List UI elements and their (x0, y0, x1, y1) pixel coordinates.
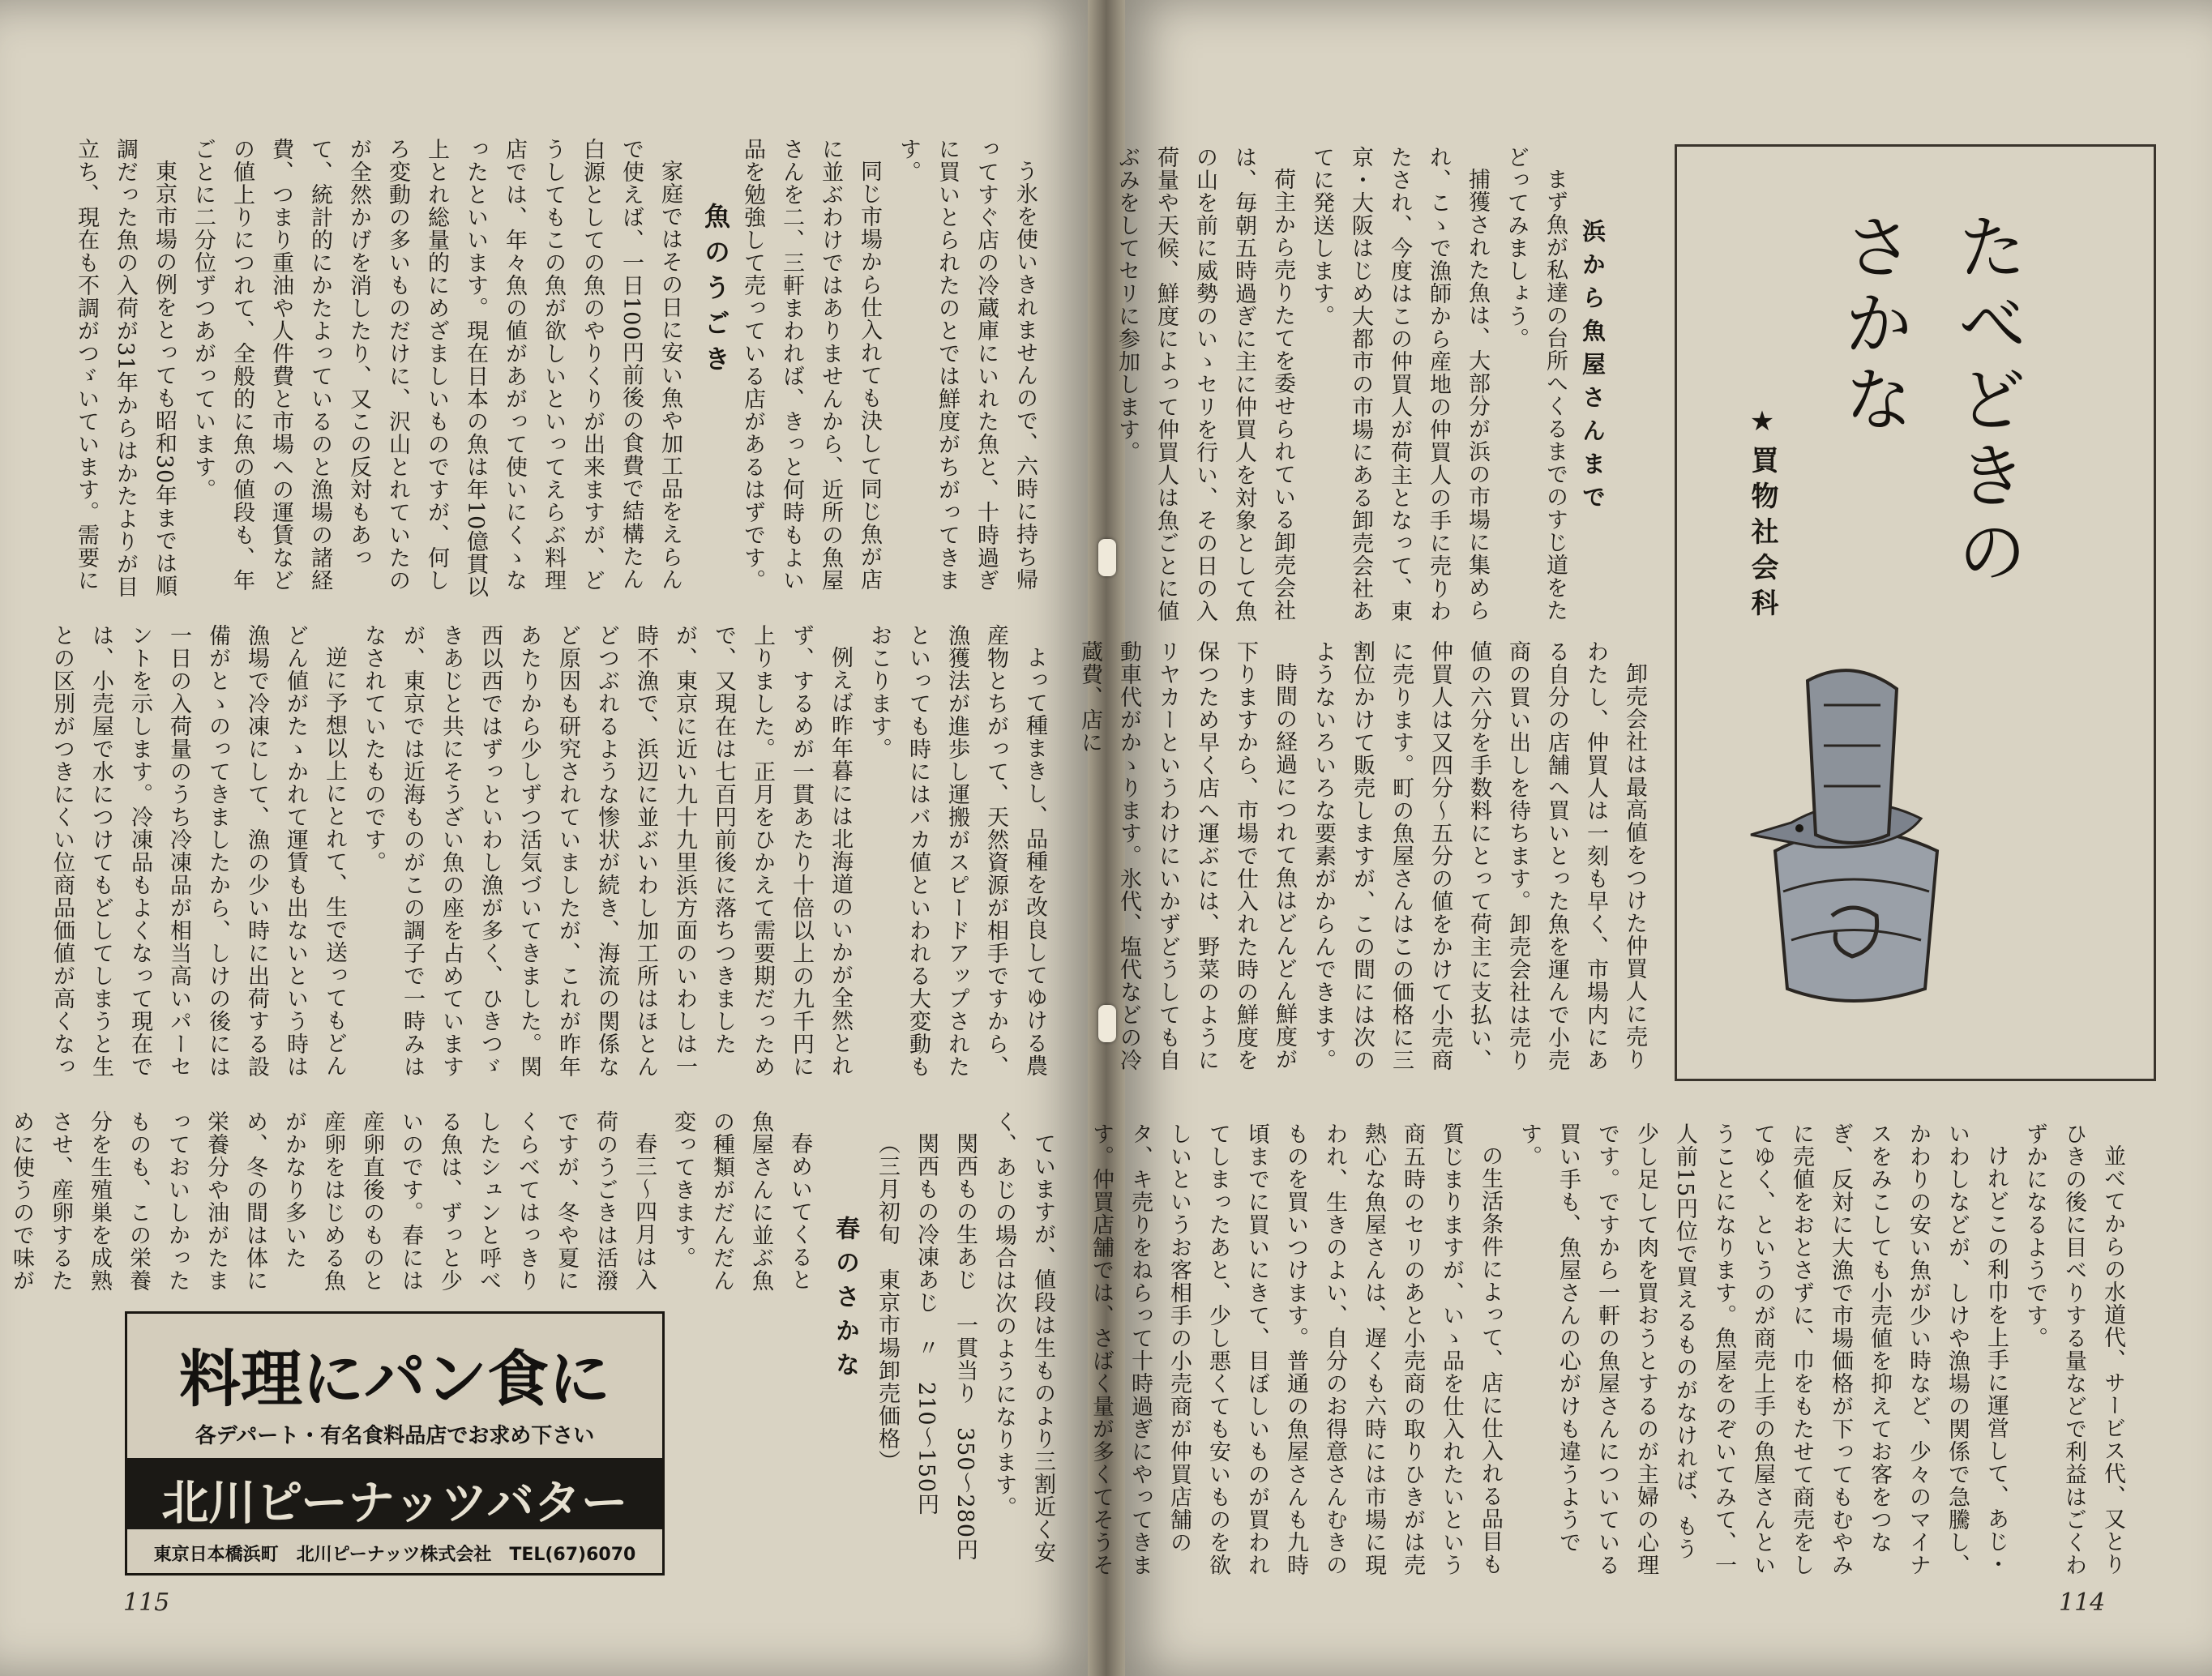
price-note: （三月初旬 東京市場卸売価格） (875, 1132, 900, 1473)
paragraph: 同じ市場から仕入れても決して同じ魚が店に並ぶわけではありませんから、近所の魚屋さんを二、三軒まわれば、きっと何時もよい品を勉強して売っている店があるはずです。 (740, 138, 882, 592)
paragraph: 春めいてくると魚屋さんに並ぶ魚の種類がだんだん変ってきます。 (670, 1110, 812, 1292)
left-movement-text (74, 138, 689, 608)
paragraph: 捕獲された魚は、大部分が浜の市場に集められ、こゝで漁師から産地の仲買人の手に売りわたされ、今度はこの仲買人が荷主となって、東京・大阪はじめ大都市の市場にある卸売会社あてに発送します。 (1309, 146, 1490, 622)
paragraph: 家庭ではその日に安い魚や加工品をえらんで使えば、一日100円前後の食費で結構たん白源としての魚のやりくりが出来ますが、どうしてもこの魚が欲しいといってえらぶ料理店では、年々魚の値があがって使いにくゝなったといいます。現在日本の魚は年10億貫以上とれ総量的にめざましいものですが、何しろ変動の多いものだけに、沢山とれていたのが全然かげを消したり、又この反対もあって、統計的にかたよっているのと漁場の諸経費、つまり重油や人件費と市場への運賃などの値上りにつれて、全般的に魚の値段も、年ごとに二分位ずつあがっています。 (190, 138, 682, 599)
ad-headline: 料理にパン食に (179, 1343, 610, 1415)
paragraph: まず魚が私達の台所へくるまでのすじ道をたどってみましょう。 (1504, 146, 1568, 622)
peanut-butter-ad (125, 1311, 665, 1576)
spring-text (9, 1110, 819, 1297)
paragraph: 例えば昨年暮には北海道のいかが全然とれず、するめが一貫あたり十倍以上の九千円に上りました。正月をひかえて需要期だっためで、又現在は七百円前後に落ちつきましたが、東京に近い九十九里浜方面のいわしは一時不漁で、浜辺に並ぶいわし加工所はほとんどつぶれるような惨状が続き、海流の関係など原因も研究されていましたが、これが昨年あたりから少しずつ活気づいてきました。関西以西ではずっといわし漁が多く、ひきつゞきあじと共にそうざい魚の座を占めていますが、東京では近海ものがこの調子で一時みはなされていたものです。 (361, 624, 853, 1078)
price-row: 関西もの冷凍あじ 〃 210〜150円 (913, 1132, 939, 1516)
article-title: たべどきの さかな (1832, 211, 2026, 592)
paragraph: よって種まきし、品種を改良してゆける農産物とちがって、天然資源が相手ですから、漁獲法が進歩し運搬がスピードアップされたといっても時にはバカ値といわれる大変動もおこります。 (866, 624, 1047, 1078)
section-heading-hama: 浜から魚屋さんまで (1579, 219, 1607, 518)
section-heading-movement: 魚のうごき (700, 203, 731, 381)
price-row: 関西もの生あじ 一貫当り 350〜280円 (952, 1132, 978, 1562)
price-list (859, 1110, 1062, 1564)
section-heading-spring: 春のさかな (831, 1216, 859, 1386)
paragraph: 荷主から売りたてを委せられている卸売会社は、毎朝五時過ぎに主に仲買人を対象として魚の山を前に威勢のいゝセリを行い、その日の入荷量や天候、鮮度によって仲買人は魚ごとに値ぶみをしてセリに参加します。 (1115, 146, 1295, 622)
fish-basket-illustration (1735, 648, 1970, 1005)
ad-product-name: 北川ピーナッツバター (161, 1475, 628, 1530)
right-top-text (1115, 146, 1574, 624)
paragraph: ていますが、値段は生ものより三割近く安く、あじの場合は次のようになります。 (991, 1110, 1055, 1563)
paragraph: の生活条件によって、店に仕入れる品目も質じまりますが、いゝ品を仕入れたいという商五時のセリのあと小売商の取りひきがは売熱心な魚屋さんは、遅くも六時には市場に現われ、生きのよい、自分のお得意さんむきのものを買いつけます。普通の魚屋さんも九時頃までに買いにきて、目ぼしいものが買われてしまったあと、少し悪くても安いものを欲しいというお客相手の小売商が仲買店舗のタ、キ売りをねらって十時過ぎにやってきます。仲買店舗では、さばく量が多くてそうそ (1089, 1122, 1503, 1576)
paragraph: う氷を使いきれませんので、六時に持ち帰ってすぐ店の冷蔵庫にいれた魚と、十時過ぎに買いとられたのとでは鮮度がちがってきます。 (896, 138, 1038, 592)
paragraph: 春三〜四月は入荷のうごきは活潑ですが、冬や夏にくらべてはっきりしたシュンと呼べる魚は、ずっと少いのです。春には産卵直後のものと産卵をはじめる魚がかなり多いため、冬の間は体に栄養分や油がたまっておいしかったものも、この栄養分を生殖巣を成熟させ、産卵するために使うので味が (9, 1110, 657, 1292)
page-number-right: 114 (2059, 1588, 2106, 1617)
paragraph: けれどこの利巾を上手に運営して、あじ・いわしなどが、しけや漁場の関係で急騰し、かわりの安い魚が少い時など、少々のマイナスをみこしても小売値を抑えてお客をつなぎ、反対に大漁で市場価格が下ってもむやみに売値をおとさずに、巾をもたせて商売をしてゆく、というのが商売上手の魚屋さんということになります。魚屋をのぞいてみて、一人前15円位で買えるものがなければ、もう少し足して肉を買おうとするのが主婦の心理です。ですから一軒の魚屋さんについている買い手も、魚屋さんの心がけも違うようです。 (1517, 1122, 2009, 1576)
paragraph: 逆に予想以上にとれて、生で送ってもどんどん値がたゝかれて運賃も出ないという時は漁場で冷凍にして、漁の少い時に出荷する設備がとゝのってきましたから、しけの後には一日の入荷量のうち冷凍品が相当高いパーセントを示します。冷凍品もよくなって現在では、小売屋で水につけてもどしてしまうと生との区別がつきにくい位商品価値が高くなっ (49, 624, 347, 1078)
left-top-text (740, 138, 1044, 608)
paragraph: 東京市場の例をとっても昭和30年までは順調だった魚の入荷が31年からはかたよりが目立ち、現在も不調がつゞいています。需要に (74, 138, 177, 599)
paragraph: 卸売会社は最高値をつけた仲買人に売りわたし、仲買人は一刻も早く、市場内にある自分の店舗へ買いとった魚を運んで小売商の買い出しを待ちます。卸売会社は売り値の六分を手数料にとって荷主に支払い、仲買人は又四分〜五分の値をかけて小売商に売ります。町の魚屋さんはこの価格に三割位かけて販売しますが、この間には次のようないろいろな要素がからんできます。 (1311, 640, 1647, 1071)
paragraph: 時間の経過につれて魚はどんどん鮮度が下りますから、市場で仕入れた時の鮮度を保つため早く店へ運ぶには、野菜のようにリヤカーというわけにいかずどうしても自動車代がかゝります。氷代、塩代などの冷蔵費、店に (1077, 640, 1297, 1071)
page-number-left: 115 (123, 1588, 170, 1617)
left-middle-text (49, 624, 1054, 1094)
right-bottom-text (1089, 1122, 2132, 1576)
ad-address: 東京日本橋浜町 北川ピーナッツ株式会社 TEL(67)6070 (153, 1545, 636, 1565)
paragraph: 並べてからの水道代、サービス代、又とりひきの後に目べりする量などで利益はごくわずかになるようです。 (2022, 1122, 2125, 1576)
ad-tagline: 各デパート・有名食料品店でお求め下さい (195, 1424, 595, 1448)
right-middle-text (1077, 640, 1654, 1078)
article-byline: ★買物社会科 (1746, 405, 1778, 624)
